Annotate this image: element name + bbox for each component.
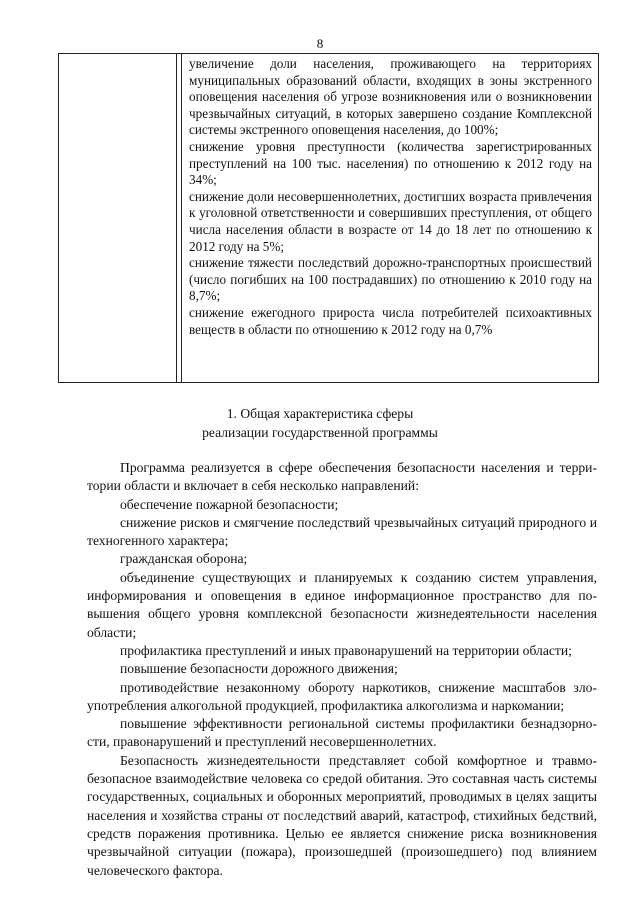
section-heading-line-2: реализации государственной программы	[202, 425, 438, 440]
table-item: снижение уровня преступности (количества зарегистрированных преступлений на 100 тыс. населения) по отношению к 2012 году на 34%;	[189, 138, 592, 188]
paragraph: обеспечение пожарной безопасности;	[120, 496, 339, 512]
section-heading	[0, 404, 640, 442]
table-left-cell	[59, 54, 177, 382]
body-text	[87, 459, 597, 880]
paragraph: повышение безопасности дорожного движения;	[120, 661, 398, 677]
paragraph: профилактика преступлений и иных правонарушений на территории области;	[120, 642, 572, 658]
paragraph: снижение рисков и смягчение последствий чрезвычайных ситуаций природного и техногенного характера;	[87, 514, 597, 549]
paragraph: противодействие незаконному обороту наркотиков, снижение масштабов злоупотребления алкогольной продукцией, профилактика алкоголизма и наркомании;	[87, 679, 597, 713]
indicators-table	[58, 53, 599, 383]
paragraph: повышение эффективности региональной системы профилактики безнадзорности, правонарушений и преступлений несовершеннолетних.	[87, 716, 597, 750]
paragraph: Безопасность жизнедеятельности представляет собой комфортное и травмобезопасное взаимодействие человека со средой обитания. Это составная часть системы государственных, социальных и оборонных мероприятий, проводимых в целях защиты населения и хозяйства страны от последствий аварий, катастроф, стихийных бедствий, средств поражения противника. Целью ее является снижение риска возникновения чрезвычайной ситуации (пожара), произошедшей (произошедшего) под влиянием человеческого фактора.	[87, 752, 597, 878]
page-number: 8	[316, 36, 324, 51]
paragraph: Программа реализуется в сфере обеспечения безопасности населения и территории области и включает в себя несколько направлений:	[87, 460, 597, 494]
table-item: снижение ежегодного прироста числа потребителей психоактивных веществ в области по отношению к 2012 году на 0,7%	[189, 304, 592, 337]
paragraph: объединение существующих и планируемых к созданию систем управления, информирования и оповещения в единое информационное пространство для повышения общего уровня комплексной безопасности жизнедеятельности населения области;	[87, 569, 597, 640]
table-item: снижение доли несовершеннолетних, достигших возраста привлечения к уголовной ответственности и совершивших преступления, от общего числа населения области в возрасте от 14 до 18 лет по отношению к 2012 году на 5%;	[189, 188, 592, 254]
paragraph: гражданская оборона;	[120, 551, 248, 567]
table-item: увеличение доли населения, проживающего на территориях муниципальных образований области, входящих в зоны экстренного оповещения населения об угрозе возникновения или о возникновении чрезвычайных ситуаций, в которых завершено создание Комплексной системы экстренного оповещения населения, до 100%;	[189, 56, 592, 138]
table-right-cell	[181, 54, 598, 382]
table-item: снижение тяжести последствий дорожно-транспортных происшествий (число погибших на 100 пострадавших) по отношению к 2010 году на 8,7%;	[189, 255, 592, 304]
section-heading-line-1: 1. Общая характеристика сферы	[226, 406, 414, 421]
